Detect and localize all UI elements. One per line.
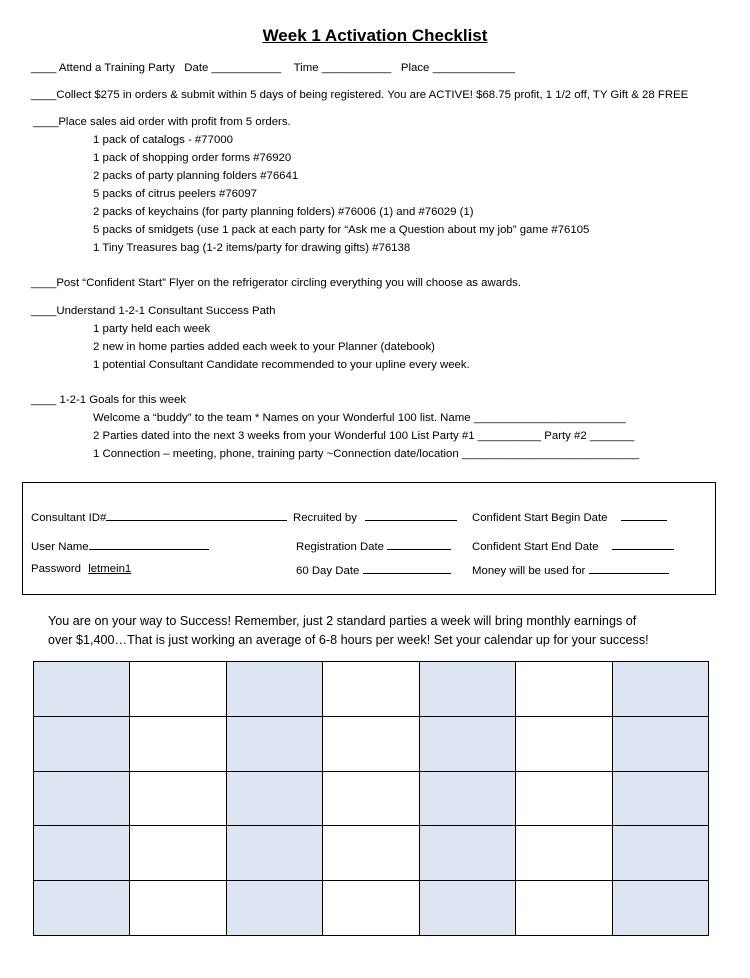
date-blank[interactable]: ___________ xyxy=(211,62,282,74)
calendar-cell[interactable] xyxy=(612,662,708,717)
calendar-cell[interactable] xyxy=(419,881,515,936)
registration-date-field xyxy=(296,540,451,554)
date-label: Date xyxy=(184,62,209,74)
cs-end-field xyxy=(472,540,674,554)
user-name-line[interactable] xyxy=(89,543,209,550)
success-path-item: ____Understand 1-2-1 Consultant Success Path xyxy=(31,305,276,317)
recruited-by-field xyxy=(293,509,457,525)
user-name-field xyxy=(31,540,209,554)
calendar-cell[interactable] xyxy=(323,716,419,771)
goals-sub-item: 2 Parties dated into the next 3 weeks from your Wonderful 100 List Party #1 __________ Party #2 _______ xyxy=(93,430,635,442)
calendar-cell[interactable] xyxy=(516,662,612,717)
recruited-by-line[interactable] xyxy=(365,509,457,521)
sixty-day-field xyxy=(296,562,451,578)
calendar-cell[interactable] xyxy=(323,826,419,881)
calendar-cell[interactable] xyxy=(612,826,708,881)
success-path-sub-item: 1 party held each week xyxy=(93,323,211,335)
calendar-cell[interactable] xyxy=(516,826,612,881)
goals-item: ____ 1-2-1 Goals for this week xyxy=(31,394,187,406)
time-blank[interactable]: ___________ xyxy=(321,62,392,74)
training-party-item xyxy=(31,61,515,75)
training-party-label: Attend a Training Party xyxy=(58,62,175,74)
calendar-cell[interactable] xyxy=(226,771,322,826)
calendar-row xyxy=(34,716,709,771)
registration-date-line[interactable] xyxy=(387,543,451,550)
user-name-label: User Name xyxy=(31,541,89,553)
calendar-cell[interactable] xyxy=(130,771,226,826)
sixty-day-label: 60 Day Date xyxy=(296,565,360,577)
collect-orders-item: ____Collect $275 in orders & submit within 5 days of being registered. You are ACTIVE! $68.75 profit, 1 1/2 off, TY Gift & 28 FREE xyxy=(31,89,689,101)
calendar-cell[interactable] xyxy=(34,716,130,771)
success-message-line-2: over $1,400…That is just working an average of 6-8 hours per week! Set your calendar up for your success! xyxy=(48,633,649,647)
calendar-cell[interactable] xyxy=(612,716,708,771)
sixty-day-line[interactable] xyxy=(363,562,451,574)
time-label: Time xyxy=(293,62,319,74)
sales-aid-sub-item: 1 pack of catalogs - #77000 xyxy=(93,134,233,146)
calendar-cell[interactable] xyxy=(516,771,612,826)
sales-aid-sub-item: 1 Tiny Treasures bag (1-2 items/party for drawing gifts) #76138 xyxy=(93,242,411,254)
success-path-sub-item: 2 new in home parties added each week to your Planner (datebook) xyxy=(93,341,435,353)
sales-aid-sub-item: 5 packs of smidgets (use 1 pack at each party for “Ask me a Question about my job” game #76105 xyxy=(93,224,590,236)
calendar-cell[interactable] xyxy=(34,771,130,826)
calendar-cell[interactable] xyxy=(612,771,708,826)
goals-sub-item: 1 Connection – meeting, phone, training party ~Connection date/location ____________________________ xyxy=(93,448,640,460)
calendar-cell[interactable] xyxy=(516,716,612,771)
calendar-cell[interactable] xyxy=(419,716,515,771)
recruited-by-label: Recruited by xyxy=(293,512,357,524)
post-flyer-item: ____Post “Confident Start” Flyer on the refrigerator circling everything you will choose as awards. xyxy=(31,277,522,289)
sales-aid-sub-item: 5 packs of citrus peelers #76097 xyxy=(93,188,257,200)
calendar-row xyxy=(34,771,709,826)
calendar-cell[interactable] xyxy=(34,662,130,717)
registration-date-label: Registration Date xyxy=(296,541,385,553)
calendar-cell[interactable] xyxy=(130,716,226,771)
sales-aid-sub-item: 2 packs of keychains (for party planning folders) #76006 (1) and #76029 (1) xyxy=(93,206,474,218)
calendar-cell[interactable] xyxy=(419,662,515,717)
success-message-line-1: You are on your way to Success! Remember, just 2 standard parties a week will bring monthly earnings of xyxy=(48,614,637,628)
page-title: Week 1 Activation Checklist xyxy=(262,26,488,45)
consultant-id-label: Consultant ID# xyxy=(31,512,107,524)
calendar-cell[interactable] xyxy=(226,826,322,881)
calendar-cell[interactable] xyxy=(323,662,419,717)
calendar-cell[interactable] xyxy=(226,881,322,936)
sales-aid-sub-item: 2 packs of party planning folders #76641 xyxy=(93,170,299,182)
calendar-cell[interactable] xyxy=(323,771,419,826)
calendar-row xyxy=(34,881,709,936)
calendar-cell[interactable] xyxy=(323,881,419,936)
cs-begin-line[interactable] xyxy=(621,509,667,521)
password-field xyxy=(31,562,131,576)
calendar-cell[interactable] xyxy=(130,662,226,717)
money-label: Money will be used for xyxy=(472,565,586,577)
calendar-grid xyxy=(33,661,709,936)
calendar-cell[interactable] xyxy=(419,771,515,826)
calendar-cell[interactable] xyxy=(34,826,130,881)
place-blank[interactable]: _____________ xyxy=(432,62,515,74)
place-label: Place xyxy=(400,62,430,74)
consultant-id-field xyxy=(31,509,287,525)
cs-end-line[interactable] xyxy=(612,543,674,550)
password-value[interactable]: letmein1 xyxy=(88,563,132,575)
consultant-id-line[interactable] xyxy=(106,509,287,521)
calendar-row xyxy=(34,662,709,717)
success-path-sub-item: 1 potential Consultant Candidate recommended to your upline every week. xyxy=(93,359,470,371)
password-label: Password xyxy=(31,563,82,575)
calendar-cell[interactable] xyxy=(130,826,226,881)
cs-begin-label: Confident Start Begin Date xyxy=(472,512,608,524)
calendar-row xyxy=(34,826,709,881)
calendar-cell[interactable] xyxy=(226,716,322,771)
check-blank[interactable]: ____ xyxy=(31,62,57,74)
calendar-cell[interactable] xyxy=(516,881,612,936)
money-field xyxy=(472,562,669,578)
calendar-cell[interactable] xyxy=(34,881,130,936)
sales-aid-item: ____Place sales aid order with profit from 5 orders. xyxy=(33,116,291,128)
goals-sub-item: Welcome a “buddy” to the team * Names on your Wonderful 100 list. Name ________________________ xyxy=(93,412,626,424)
sales-aid-sub-item: 1 pack of shopping order forms #76920 xyxy=(93,152,292,164)
consultant-info-box xyxy=(22,482,716,595)
calendar-cell[interactable] xyxy=(226,662,322,717)
cs-begin-field xyxy=(472,509,667,525)
money-line[interactable] xyxy=(589,562,669,574)
cs-end-label: Confident Start End Date xyxy=(472,541,599,553)
calendar-cell[interactable] xyxy=(612,881,708,936)
calendar-cell[interactable] xyxy=(130,881,226,936)
calendar-cell[interactable] xyxy=(419,826,515,881)
